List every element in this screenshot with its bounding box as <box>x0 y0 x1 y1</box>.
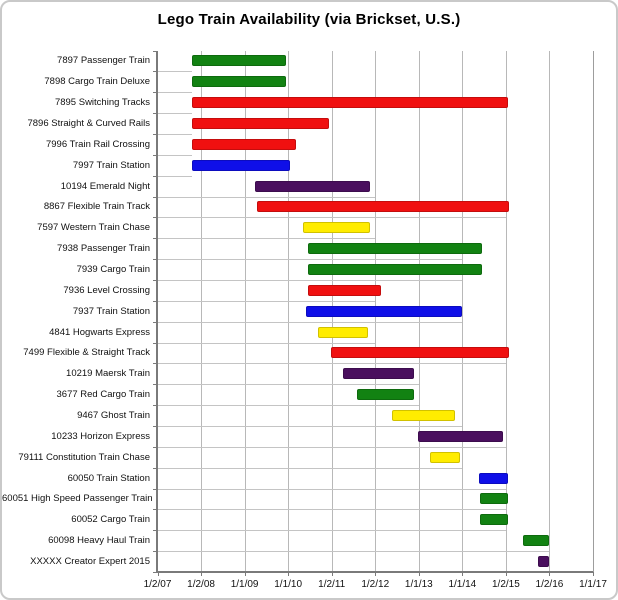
row-gridline <box>158 343 376 344</box>
row-gridline <box>158 530 506 531</box>
y-axis-tick <box>153 405 157 406</box>
gantt-bar <box>357 389 414 400</box>
row-gridline <box>158 551 550 552</box>
gantt-bar <box>308 285 381 296</box>
y-axis-tick <box>153 197 157 198</box>
y-axis-tick <box>153 155 157 156</box>
row-label: 7939 Cargo Train <box>76 264 150 276</box>
x-tick-label: 1/2/16 <box>535 579 564 590</box>
row-label: 60050 Train Station <box>67 472 150 484</box>
gantt-bar <box>523 535 549 546</box>
gantt-bar <box>479 473 508 484</box>
row-gridline <box>158 176 193 177</box>
gantt-bar <box>418 431 503 442</box>
row-gridline <box>158 426 463 427</box>
row-gridline <box>158 259 463 260</box>
x-axis-line <box>156 571 594 573</box>
y-axis-tick <box>153 384 157 385</box>
x-tick-label: 1/2/11 <box>318 579 346 590</box>
y-axis-tick <box>153 489 157 490</box>
x-tick-label: 1/2/08 <box>187 579 215 590</box>
y-axis-tick <box>153 280 157 281</box>
y-axis-tick <box>153 509 157 510</box>
gantt-bar <box>255 181 370 192</box>
row-label: 9467 Ghost Train <box>77 410 150 422</box>
row-gridline <box>158 134 193 135</box>
row-label: 10219 Maersk Train <box>66 368 150 380</box>
gantt-bar <box>538 556 549 567</box>
row-gridline <box>158 238 376 239</box>
y-axis-tick <box>153 51 157 52</box>
row-label: 79111 Constitution Train Chase <box>18 451 150 463</box>
row-label: 7996 Train Rail Crossing <box>45 138 150 150</box>
row-gridline <box>158 197 376 198</box>
y-axis-tick <box>153 113 157 114</box>
y-axis-tick <box>153 468 157 469</box>
y-axis-tick <box>153 530 157 531</box>
row-gridline <box>158 113 193 114</box>
row-gridline <box>158 92 193 93</box>
gantt-bar <box>192 97 508 108</box>
row-gridline <box>158 384 419 385</box>
x-tick-label: 1/2/07 <box>143 579 172 590</box>
gantt-bar <box>192 139 295 150</box>
y-axis-line <box>156 51 158 573</box>
row-label: 7896 Straight & Curved Rails <box>27 118 150 129</box>
row-gridline <box>158 71 193 72</box>
v-gridline <box>462 51 463 573</box>
chart-title: Lego Train Availability (via Brickset, U.S.) <box>157 11 461 28</box>
x-tick-label: 1/1/09 <box>230 579 259 590</box>
y-axis-tick <box>153 363 157 364</box>
row-gridline <box>158 155 193 156</box>
gantt-bar <box>331 347 509 358</box>
x-tick-label: 1/2/12 <box>361 579 390 590</box>
gantt-bar <box>480 493 508 504</box>
gantt-bar <box>392 410 455 421</box>
gantt-bar <box>306 306 462 317</box>
gantt-bar <box>192 160 290 171</box>
gantt-bar <box>430 452 460 463</box>
gantt-bar <box>303 222 370 233</box>
gantt-bar <box>192 118 329 129</box>
y-axis-tick <box>153 92 157 93</box>
y-axis-tick <box>153 259 157 260</box>
y-axis-tick <box>153 71 157 72</box>
row-gridline <box>158 280 463 281</box>
row-label: 8867 Flexible Train Track <box>43 201 150 213</box>
row-label: 60098 Heavy Haul Train <box>48 535 150 547</box>
x-tick-label: 1/1/13 <box>404 579 433 590</box>
y-axis-tick <box>153 134 157 135</box>
row-label: 7938 Passenger Train <box>57 243 150 255</box>
row-gridline <box>158 217 506 218</box>
row-label: 10194 Emerald Night <box>60 180 150 192</box>
row-gridline <box>158 509 506 510</box>
row-label: 4841 Hogwarts Express <box>49 326 150 338</box>
gantt-bar <box>192 76 285 87</box>
row-gridline <box>158 468 463 469</box>
gantt-bar <box>480 514 508 525</box>
x-axis-tick <box>593 572 594 576</box>
row-label: 10233 Horizon Express <box>51 430 150 442</box>
row-gridline <box>158 363 506 364</box>
row-label: 60051 High Speed Passenger Train <box>2 493 153 505</box>
row-gridline <box>158 489 506 490</box>
gantt-bar <box>318 327 368 338</box>
y-axis-tick <box>153 343 157 344</box>
row-label: 7936 Level Crossing <box>63 284 150 296</box>
gantt-bar <box>192 55 285 66</box>
row-gridline <box>158 447 506 448</box>
row-label: 7937 Train Station <box>72 305 150 317</box>
x-tick-label: 1/1/17 <box>579 579 607 590</box>
row-label: 7897 Passenger Train <box>57 55 150 67</box>
y-axis-tick <box>153 238 157 239</box>
y-axis-tick <box>153 301 157 302</box>
y-axis-tick <box>153 551 157 552</box>
row-label: 60052 Cargo Train <box>71 514 150 526</box>
y-axis-tick <box>153 447 157 448</box>
gantt-bar <box>343 368 414 379</box>
row-gridline <box>158 301 376 302</box>
row-label: XXXXX Creator Expert 2015 <box>30 556 150 568</box>
row-gridline <box>158 405 419 406</box>
row-label: 7895 Switching Tracks <box>54 97 150 109</box>
row-label: 3677 Red Cargo Train <box>56 389 150 401</box>
gantt-bar <box>308 243 482 254</box>
row-label: 7597 Western Train Chase <box>37 222 150 234</box>
x-tick-label: 1/1/10 <box>274 579 303 590</box>
y-axis-tick <box>153 426 157 427</box>
gantt-bar <box>257 201 509 212</box>
x-tick-label: 1/1/14 <box>448 579 477 590</box>
v-gridline <box>549 51 550 573</box>
row-gridline <box>158 322 463 323</box>
v-gridline <box>593 51 594 573</box>
row-label: 7499 Flexible & Straight Track <box>23 347 150 359</box>
y-axis-tick <box>153 322 157 323</box>
y-axis-tick <box>153 217 157 218</box>
row-label: 7898 Cargo Train Deluxe <box>44 76 150 88</box>
gantt-bar <box>308 264 482 275</box>
x-tick-label: 1/2/15 <box>491 579 520 590</box>
y-axis-tick <box>153 572 157 573</box>
y-axis-tick <box>153 176 157 177</box>
row-label: 7997 Train Station <box>72 159 150 171</box>
